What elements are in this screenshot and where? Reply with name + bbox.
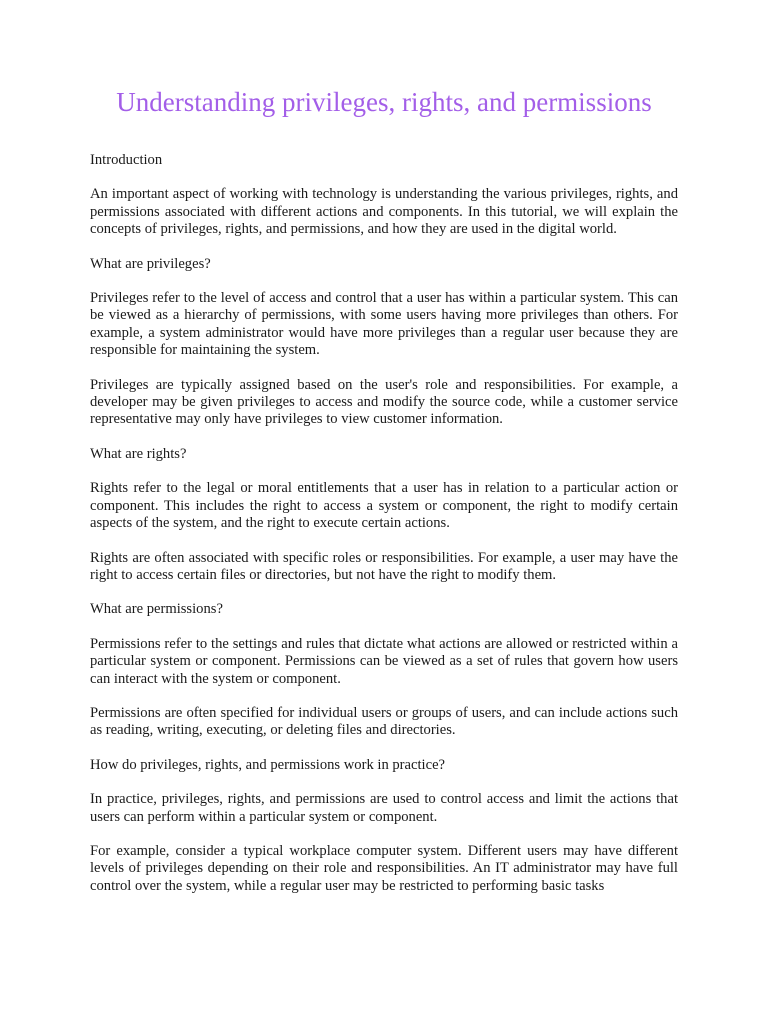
paragraph-privileges-definition: Privileges refer to the level of access and control that a user has within a particular system. This can be viewed as a hierarchy of permissions, with some users having more privileges than others. For example, a system administrator would have more privileges than a regular user because they are responsible for maintaining the system. (90, 290, 678, 359)
paragraph-rights-roles: Rights are often associated with specific roles or responsibilities. For example, a user may have the right to access certain files or directories, but not have the right to modify them. (90, 549, 678, 583)
paragraph-rights-definition: Rights refer to the legal or moral entitlements that a user has in relation to a particular action or component. This includes the right to access a system or component, the right to modify certain aspects of the system, and the right to execute certain actions. (90, 480, 678, 532)
page-title: Understanding privileges, rights, and permissions (116, 87, 652, 117)
section-heading-practice: How do privileges, rights, and permissions work in practice? (90, 756, 446, 773)
section-heading-privileges: What are privileges? (90, 255, 211, 272)
section-heading-permissions: What are permissions? (90, 601, 223, 618)
section-heading-rights: What are rights? (90, 445, 187, 462)
paragraph-practice-overview: In practice, privileges, rights, and permissions are used to control access and limit the actions that users can perform within a particular system or component. (90, 791, 678, 825)
document-body (90, 152, 678, 895)
paragraph-permissions-users: Permissions are often specified for individual users or groups of users, and can include actions such as reading, writing, executing, or deleting files and directories. (90, 704, 678, 739)
paragraph-introduction: An important aspect of working with technology is understanding the various privileges, rights, and permissions associated with different actions and components. In this tutorial, we will explain the concepts of privileges, rights, and permissions, and how they are used in the digital world. (90, 186, 678, 238)
paragraph-practice-example: For example, consider a typical workplace computer system. Different users may have different levels of privileges depending on their role and responsibilities. An IT administrator may have full control over the system, while a regular user may be restricted to performing basic tasks (90, 842, 678, 894)
paragraph-privileges-assignment: Privileges are typically assigned based on the user's role and responsibilities. For example, a developer may be given privileges to access and modify the source code, while a customer service representative may only have privileges to view customer information. (90, 376, 678, 428)
section-heading-introduction: Introduction (90, 152, 163, 168)
paragraph-permissions-definition: Permissions refer to the settings and rules that dictate what actions are allowed or restricted within a particular system or component. Permissions can be viewed as a set of rules that govern how users can interact with the system or component. (90, 635, 678, 687)
